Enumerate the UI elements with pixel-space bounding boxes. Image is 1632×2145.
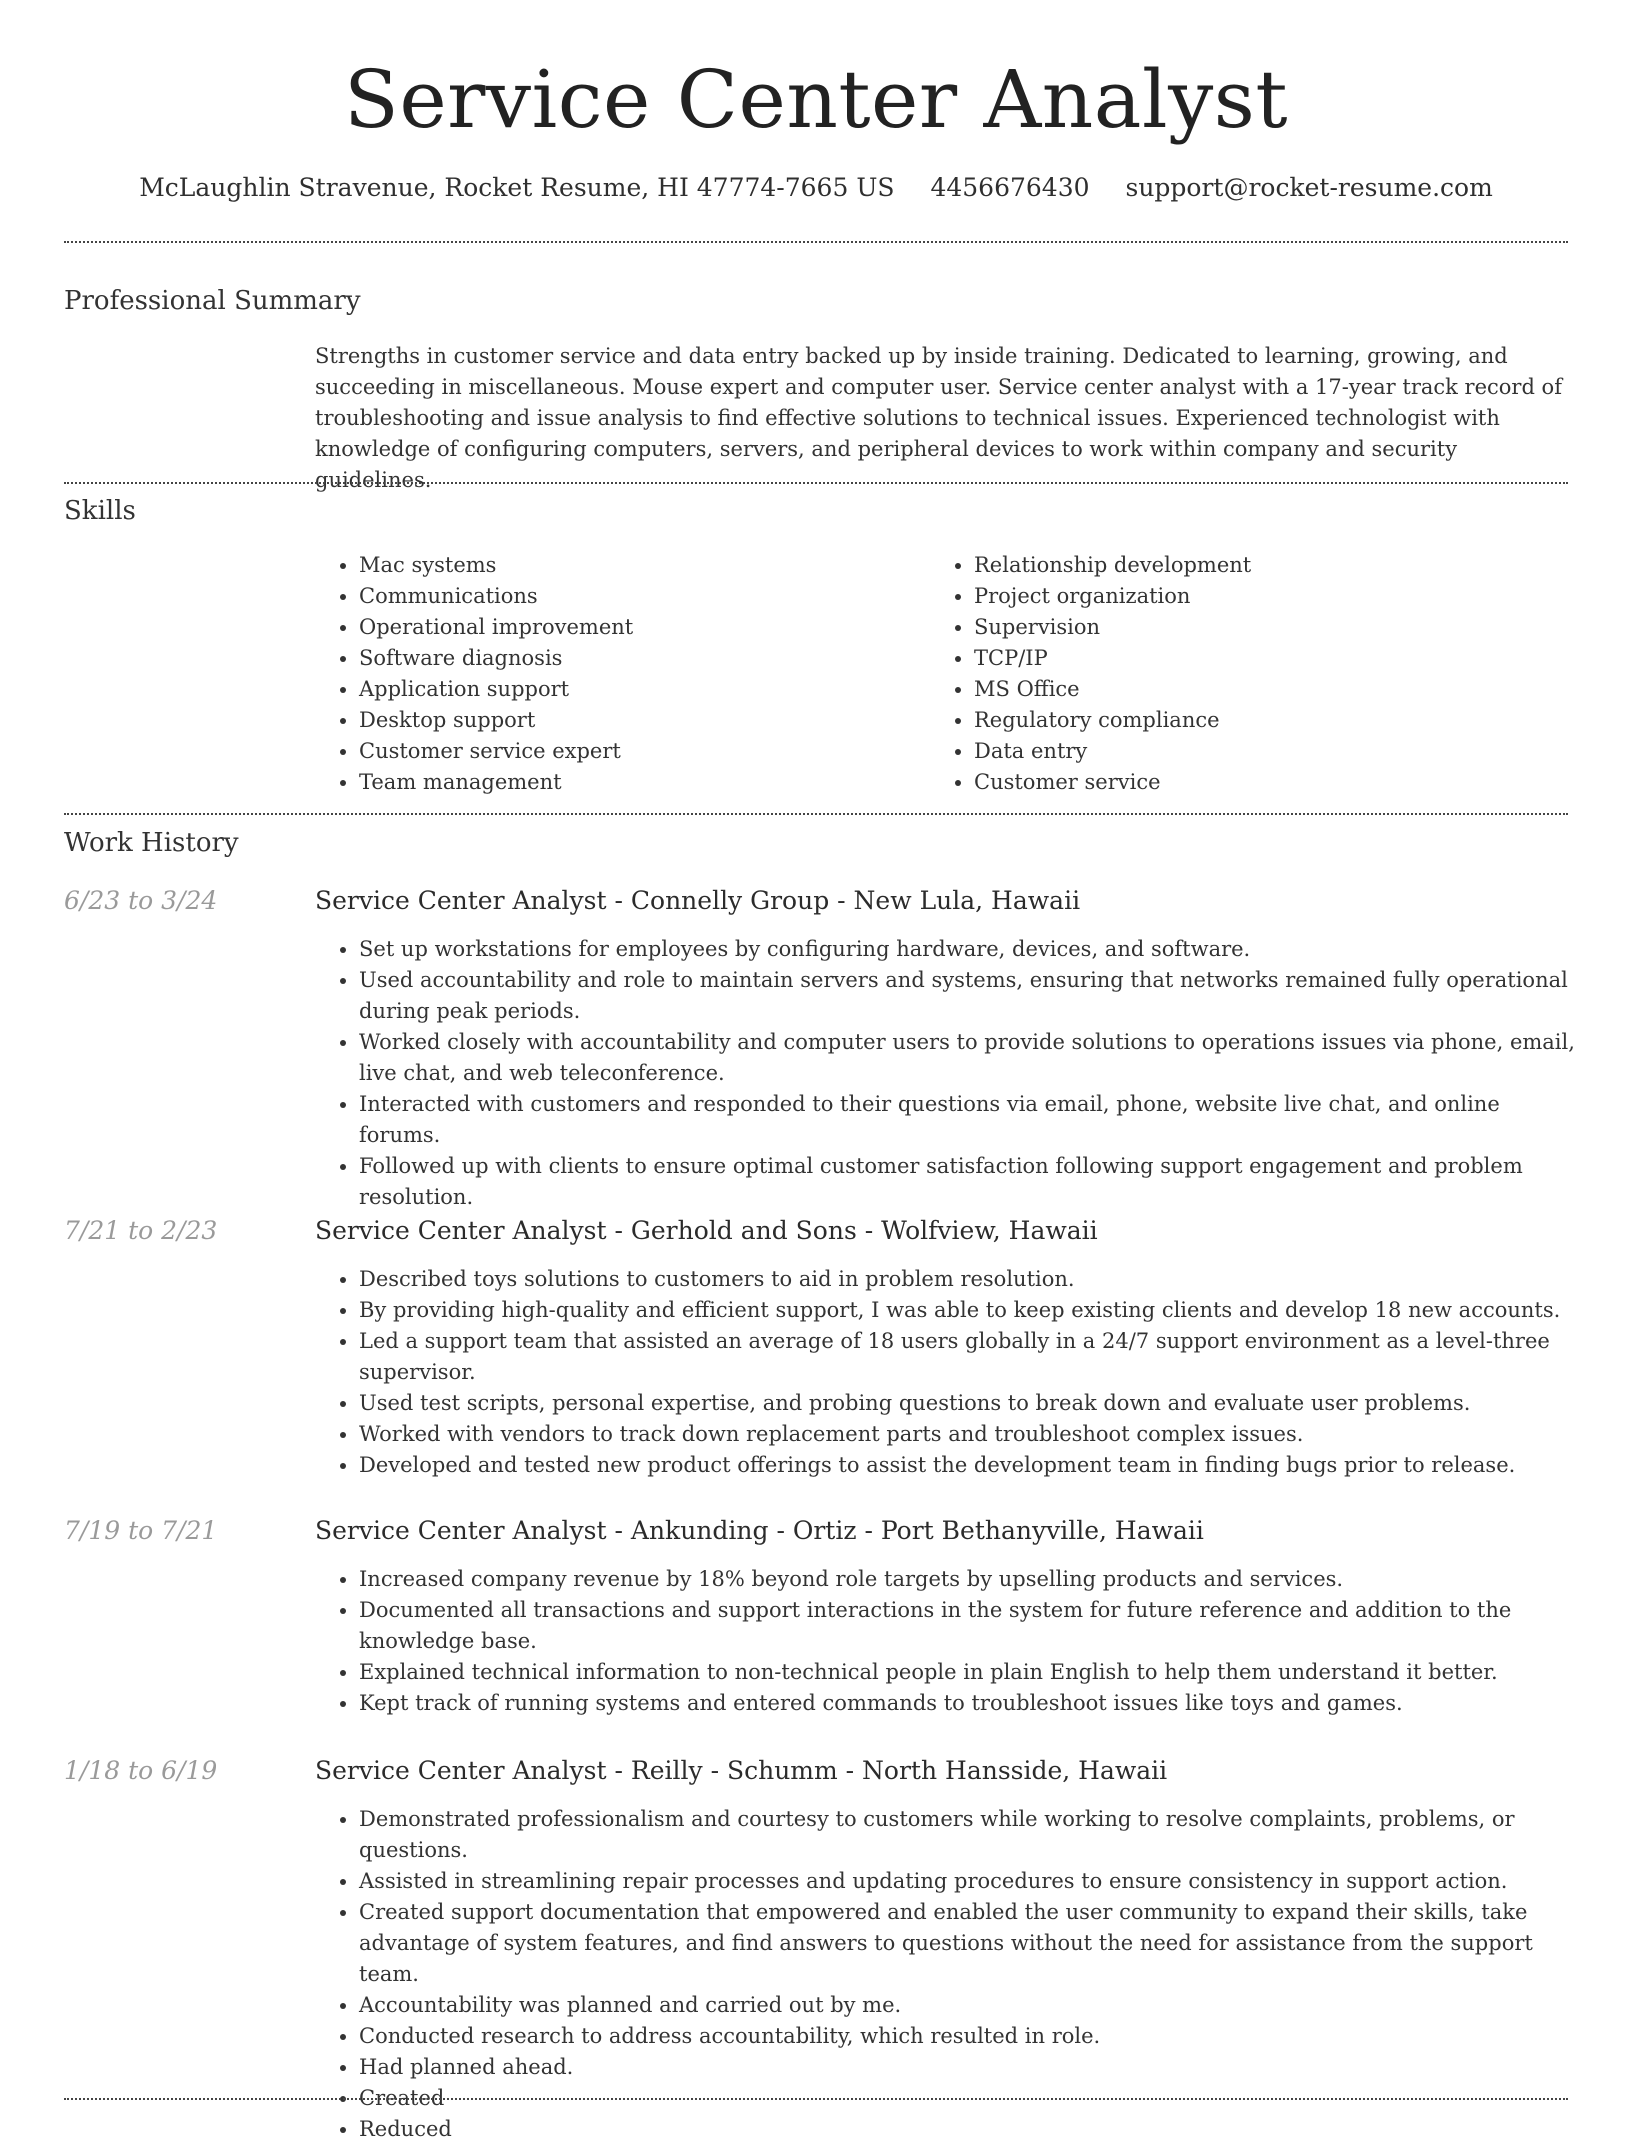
job-bullet: • Accountability was planned and carried out by me. [359,1990,1575,2021]
section-divider [64,241,1568,243]
job-bullet: • Created [359,2083,1575,2114]
job-bullet: • Reduced [359,2114,1575,2145]
skills-column-left [315,550,915,798]
summary-text: Strengths in customer service and data entry backed up by inside training. Dedicated to learning, growing, and succeeding in miscellaneous. Mouse expert and computer user. Service center analyst with a 17-year track record of troubleshooting and issue analysis to find effective solutions to technical issues. Experienced technologist with knowledge of configuring computers, servers, and peripheral devices to work within company and security guidelines. [315,344,1562,492]
job-dates: 1/18 to 6/19 [64,1756,218,1785]
job-bullet: • Created support documentation that empowered and enabled the user community to expand their skills, take advantage of system features, and find answers to questions without the need for assistance from the support team. [359,1897,1575,1990]
job-title: Service Center Analyst - Reilly - Schumm - North Hansside, Hawaii [315,1756,1168,1785]
skill-item: • Team management [359,767,915,798]
job-bullet: • Kept track of running systems and entered commands to troubleshoot issues like toys and games. [359,1688,1575,1719]
job-bullet: • Had planned ahead. [359,2052,1575,2083]
skill-item: • Customer service [974,767,1560,798]
skill-item: • Project organization [974,581,1560,612]
skill-item: • Communications [359,581,915,612]
contact-phone: 4456676430 [930,173,1090,202]
job-bullets [315,1804,1575,2145]
section-divider [64,813,1568,815]
skill-item: • Customer service expert [359,736,915,767]
job-bullet: • Interacted with customers and responded to their questions via email, phone, website live chat, and online forums. [359,1089,1575,1151]
job-bullet: • Used accountability and role to maintain servers and systems, ensuring that networks remained fully operational during peak periods. [359,965,1575,1027]
skill-item: • Software diagnosis [359,643,915,674]
job-dates: 7/21 to 2/23 [64,1216,218,1245]
skill-item: • Supervision [974,612,1560,643]
job-bullet: • Increased company revenue by 18% beyond role targets by upselling products and services. [359,1564,1575,1595]
job-title: Service Center Analyst - Ankunding - Ortiz - Port Bethanyville, Hawaii [315,1516,1204,1545]
job-bullet: • By providing high-quality and efficient support, I was able to keep existing clients and develop 18 new accounts. [359,1295,1575,1326]
summary-heading: Professional Summary [64,286,361,316]
skill-item: • Operational improvement [359,612,915,643]
job-bullets [315,934,1575,1213]
section-divider [64,482,1568,484]
job-bullet: • Conducted research to address accountability, which resulted in role. [359,2021,1575,2052]
job-bullet: • Assisted in streamlining repair processes and updating procedures to ensure consistency in support action. [359,1866,1575,1897]
resume-name: Service Center Analyst [344,53,1288,146]
section-divider [64,2098,1568,2100]
job-bullet: • Described toys solutions to customers to aid in problem resolution. [359,1264,1575,1295]
job-bullet: • Documented all transactions and support interactions in the system for future reference and addition to the knowledge base. [359,1595,1575,1657]
job-dates: 6/23 to 3/24 [64,886,218,915]
job-title: Service Center Analyst - Gerhold and Sons - Wolfview, Hawaii [315,1216,1098,1245]
skill-item: • Regulatory compliance [974,705,1560,736]
skill-item: • Data entry [974,736,1560,767]
job-bullet: • Followed up with clients to ensure optimal customer satisfaction following support engagement and problem resolution. [359,1151,1575,1213]
skill-item: • TCP/IP [974,643,1560,674]
job-bullet: • Explained technical information to non-technical people in plain English to help them understand it better. [359,1657,1575,1688]
skill-item: • MS Office [974,674,1560,705]
work-history-heading: Work History [64,828,239,858]
contact-email: support@rocket-resume.com [1125,173,1493,202]
skills-heading: Skills [64,496,136,526]
skill-item: • Mac systems [359,550,915,581]
job-bullet: • Set up workstations for employees by configuring hardware, devices, and software. [359,934,1575,965]
skill-item: • Relationship development [974,550,1560,581]
job-bullets [315,1264,1575,1481]
job-bullet: • Worked with vendors to track down replacement parts and troubleshoot complex issues. [359,1419,1575,1450]
contact-address: McLaughlin Stravenue, Rocket Resume, HI 47774-7665 US [139,173,895,202]
job-bullet: • Led a support team that assisted an average of 18 users globally in a 24/7 support environment as a level-three supervisor. [359,1326,1575,1388]
job-bullet: • Used test scripts, personal expertise, and probing questions to break down and evaluate user problems. [359,1388,1575,1419]
job-title: Service Center Analyst - Connelly Group - New Lula, Hawaii [315,886,1081,915]
job-bullet: • Worked closely with accountability and computer users to provide solutions to operations issues via phone, email, live chat, and web teleconference. [359,1027,1575,1089]
job-bullet: • Developed and tested new product offerings to assist the development team in finding bugs prior to release. [359,1450,1575,1481]
skill-item: • Application support [359,674,915,705]
job-bullets [315,1564,1575,1719]
job-bullet: • Demonstrated professionalism and courtesy to customers while working to resolve complaints, problems, or questions. [359,1804,1575,1866]
skills-column-right [930,550,1560,798]
contact-line [0,170,1632,206]
job-dates: 7/19 to 7/21 [64,1516,218,1545]
skill-item: • Desktop support [359,705,915,736]
